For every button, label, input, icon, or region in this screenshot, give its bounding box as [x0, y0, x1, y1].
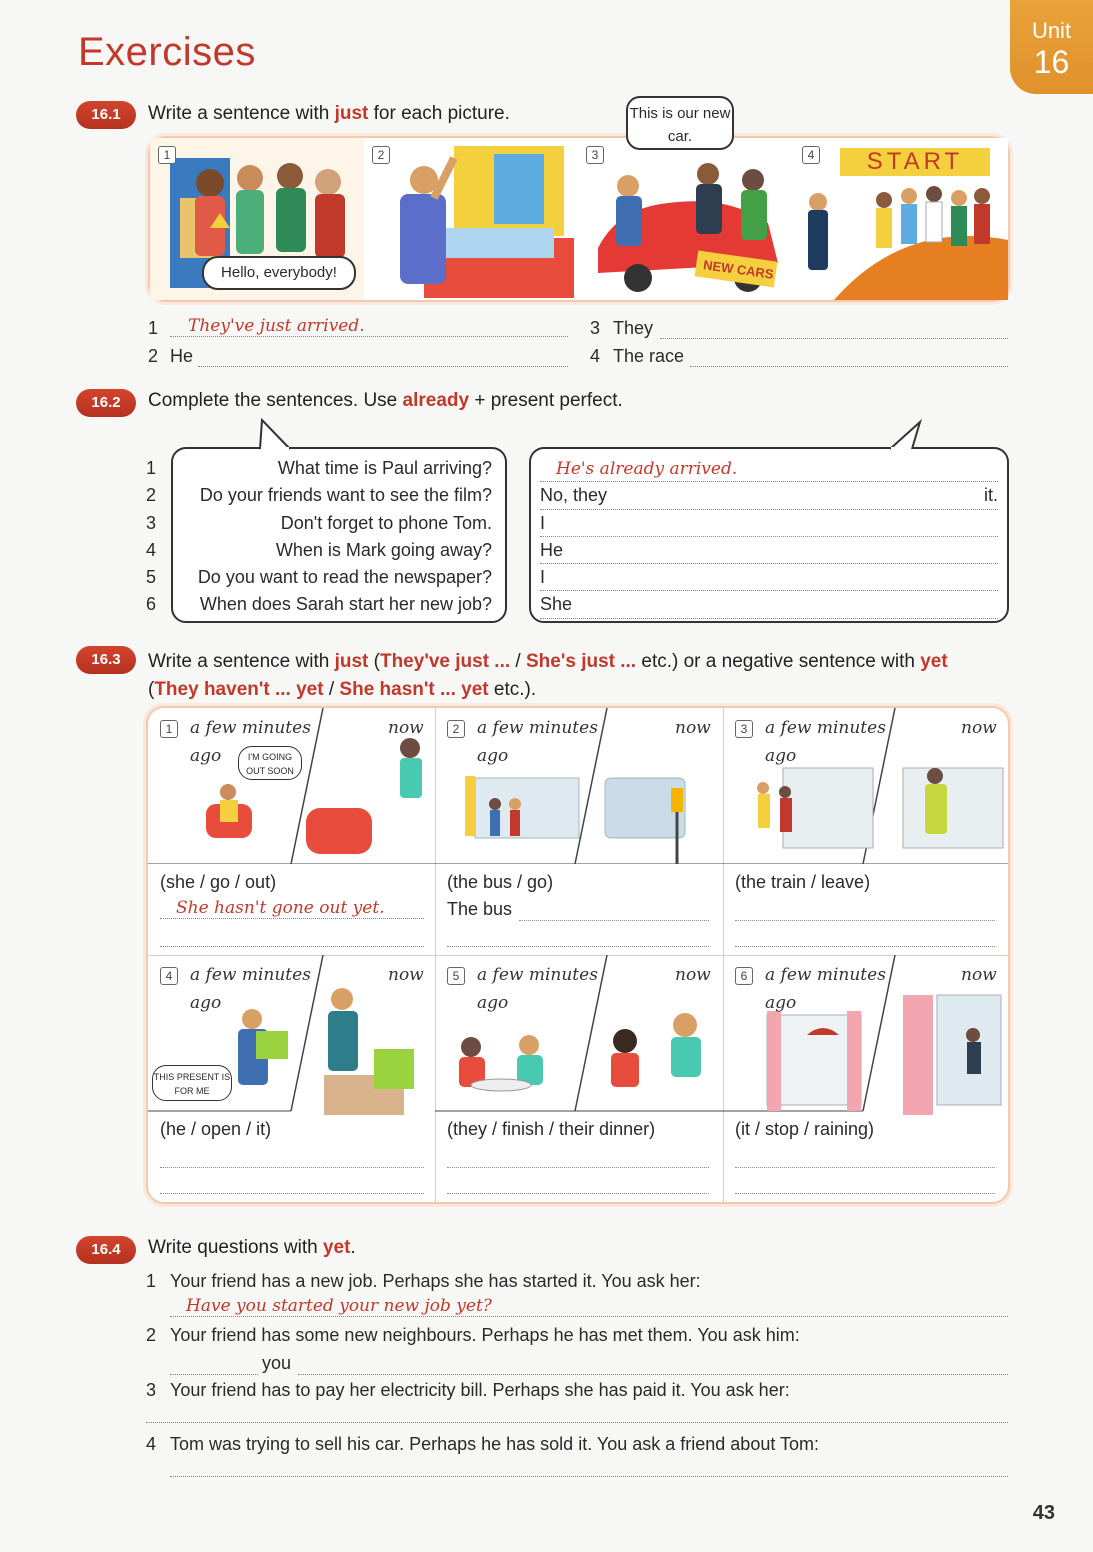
question-prompt: Your friend has to pay her electricity bill. Perhaps she has paid it. You ask her:	[170, 1380, 790, 1400]
keyword-already: already	[402, 390, 470, 411]
answer-line[interactable]	[540, 455, 998, 482]
sample-answer: They've just arrived.	[188, 316, 365, 336]
answer-line[interactable]	[540, 482, 998, 509]
exercise-cell-4	[148, 955, 436, 1202]
time-label-now: now	[388, 718, 424, 738]
keyword: They haven't ... yet	[154, 679, 324, 700]
picture-number: 3	[586, 146, 604, 164]
answer-line[interactable]	[160, 1173, 424, 1194]
unit-number: 16	[1033, 44, 1070, 80]
speech-bubble: THIS PRESENT IS FOR ME	[152, 1065, 232, 1101]
answer-line[interactable]	[735, 926, 995, 947]
time-label-ago: ago	[765, 993, 797, 1013]
time-label-now: now	[675, 965, 711, 985]
instruction-text: Write a sentence with	[148, 103, 335, 124]
item-number: 1	[146, 1271, 157, 1291]
time-label-now: now	[675, 718, 711, 738]
item-number: 2	[146, 485, 157, 506]
question-text: When is Mark going away?	[275, 539, 492, 560]
exercise-cell-3	[723, 708, 1008, 956]
item-number: 3	[590, 318, 601, 338]
answer-line[interactable]	[447, 1147, 709, 1168]
answer-line[interactable]	[170, 1354, 258, 1375]
item-number: 4	[146, 539, 157, 560]
answer-line[interactable]	[160, 926, 424, 947]
exercise-cell-1	[148, 708, 436, 956]
instruction-text: + present perfect.	[469, 390, 623, 411]
exercise-number-16-2: 16.2	[76, 389, 136, 417]
answer-line[interactable]	[540, 564, 998, 591]
answer-line-1[interactable]	[170, 316, 568, 337]
answer-prefix: No, they	[540, 485, 608, 506]
instruction-text: /	[323, 679, 340, 700]
cue-text: (it / stop / raining)	[735, 1119, 875, 1139]
bedroom-illustration	[364, 138, 578, 300]
keyword: They've just ...	[379, 651, 511, 672]
time-label-ago: a few minutes	[190, 718, 311, 738]
time-label-ago: ago	[190, 746, 222, 766]
time-label-ago: a few minutes	[477, 718, 598, 738]
answer-line[interactable]	[160, 898, 424, 919]
answer-line[interactable]	[146, 1402, 1008, 1423]
item-number: 1	[146, 458, 157, 478]
answer-line[interactable]	[170, 1456, 1008, 1477]
answer-line[interactable]	[519, 900, 709, 921]
answer-list-16-2	[540, 455, 998, 619]
question-text: Don't forget to phone Tom.	[280, 512, 492, 533]
cue-text: (the train / leave)	[735, 872, 871, 892]
time-label-ago: a few minutes	[765, 718, 886, 738]
answer-prefix: She	[540, 594, 573, 615]
answer-line[interactable]	[540, 537, 998, 564]
exercise-16-3-instruction	[148, 648, 998, 704]
time-label-now: now	[961, 965, 997, 985]
time-label-ago: a few minutes	[477, 965, 598, 985]
item-prefix: They	[613, 318, 654, 338]
keyword: She's just ...	[525, 651, 637, 672]
answer-prefix: He	[540, 539, 564, 560]
question-row	[146, 591, 496, 618]
time-label-ago: ago	[477, 993, 509, 1013]
cue-text: (she / go / out)	[160, 872, 277, 892]
instruction-text: /	[510, 651, 526, 672]
speech-bubble-hello: Hello, everybody!	[202, 256, 356, 290]
picture-4	[794, 138, 1008, 300]
sample-answer: He's already arrived.	[556, 459, 738, 479]
time-label-ago: a few minutes	[190, 965, 311, 985]
answer-line[interactable]	[160, 1147, 424, 1168]
picture-3	[578, 138, 795, 300]
answer-line-3[interactable]	[660, 318, 1008, 339]
item-prefix: He	[170, 346, 194, 366]
answer-prefix: The bus	[447, 899, 513, 919]
question-prompt: Your friend has a new job. Perhaps she has started it. You ask her:	[170, 1271, 701, 1291]
question-row	[146, 482, 496, 509]
instruction-text: for each picture.	[368, 103, 510, 124]
picture-number: 4	[160, 967, 178, 985]
question-row	[146, 510, 496, 537]
picture-number: 1	[158, 146, 176, 164]
exercise-16-4-instruction	[148, 1237, 356, 1259]
picture-number: 2	[447, 720, 465, 738]
picture-number: 6	[735, 967, 753, 985]
picture-number: 4	[802, 146, 820, 164]
new-cars-sign: NEW CARS	[702, 257, 775, 282]
exercise-cell-6	[723, 955, 1008, 1202]
answer-prefix: you	[262, 1353, 292, 1373]
start-sign: START	[840, 148, 990, 176]
picture-number: 2	[372, 146, 390, 164]
question-list	[146, 455, 496, 619]
picture-grid-16-3	[146, 706, 1010, 1204]
cue-text: (they / finish / their dinner)	[447, 1119, 656, 1139]
picture-2	[364, 138, 579, 300]
keyword-yet: yet	[322, 1237, 351, 1258]
item-prefix: The race	[613, 346, 685, 366]
instruction-text: etc.) or a negative sentence with	[636, 651, 921, 672]
item-number: 4	[590, 346, 601, 366]
exercise-number-16-1: 16.1	[76, 101, 136, 129]
item-number: 4	[146, 1434, 157, 1454]
instruction-text: Complete the sentences. Use	[148, 390, 403, 411]
page-number: 43	[1032, 1502, 1055, 1524]
answer-line-2[interactable]	[198, 346, 568, 367]
answer-line[interactable]	[298, 1354, 1008, 1375]
exercise-cell-5	[435, 955, 724, 1202]
sample-answer: She hasn't gone out yet.	[176, 898, 385, 918]
instruction-text: (	[368, 651, 380, 672]
page-title: Exercises	[78, 30, 256, 74]
answer-line[interactable]	[735, 1173, 995, 1194]
speech-bubble: I'M GOING OUT SOON	[238, 746, 302, 780]
item-number: 2	[146, 1325, 157, 1345]
time-label-ago: ago	[190, 993, 222, 1013]
answer-prefix: I	[540, 567, 546, 588]
question-text: Do your friends want to see the film?	[199, 485, 492, 506]
keyword: just	[334, 651, 369, 672]
question-text: What time is Paul arriving?	[277, 458, 492, 478]
item-number: 2	[148, 346, 159, 366]
unit-label: Unit	[1031, 18, 1072, 43]
exercise-number-16-4: 16.4	[76, 1236, 136, 1264]
answer-line[interactable]	[447, 1173, 709, 1194]
item-number: 3	[146, 1380, 157, 1400]
time-label-now: now	[388, 965, 424, 985]
time-label-ago: ago	[765, 746, 797, 766]
picture-1	[150, 138, 365, 300]
exercise-16-1-instruction	[148, 103, 510, 125]
time-label-ago: ago	[477, 746, 509, 766]
keyword-just: just	[334, 103, 369, 124]
instruction-text: .	[350, 1237, 356, 1258]
answer-prefix: I	[540, 512, 546, 533]
item-number: 1	[148, 318, 159, 338]
answer-line[interactable]	[540, 591, 998, 618]
exercise-16-2-instruction	[148, 390, 623, 412]
answer-suffix: it.	[983, 485, 998, 506]
instruction-text: Write a sentence with	[148, 651, 335, 672]
speech-bubble-new-car: This is our new car.	[626, 96, 734, 150]
question-row	[146, 537, 496, 564]
answer-line[interactable]	[540, 510, 998, 537]
item-number: 3	[146, 512, 157, 533]
question-row	[146, 455, 496, 482]
instruction-text: etc.).	[488, 679, 537, 700]
answer-line[interactable]	[170, 1296, 1008, 1317]
picture-number: 3	[735, 720, 753, 738]
picture-number: 1	[160, 720, 178, 738]
picture-number: 5	[447, 967, 465, 985]
instruction-text: (	[148, 679, 155, 700]
answer-line[interactable]	[735, 900, 995, 921]
question-row	[146, 564, 496, 591]
cue-text: (the bus / go)	[447, 872, 554, 892]
time-label-now: now	[961, 718, 997, 738]
picture-panel-16-1	[148, 136, 1010, 302]
exercise-number-16-3: 16.3	[76, 646, 136, 674]
question-text: Do you want to read the newspaper?	[197, 567, 492, 588]
instruction-text: Write questions with	[148, 1237, 323, 1258]
item-number: 5	[146, 567, 157, 588]
question-prompt: Your friend has some new neighbours. Perhaps he has met them. You ask him:	[170, 1325, 800, 1345]
time-label-ago: a few minutes	[765, 965, 886, 985]
exercise-cell-2	[435, 708, 724, 956]
answer-line[interactable]	[447, 926, 709, 947]
keyword: yet	[920, 651, 948, 672]
sample-answer: Have you started your new job yet?	[186, 1296, 492, 1316]
keyword: She hasn't ... yet	[339, 679, 489, 700]
unit-tab	[1010, 0, 1093, 94]
cue-text: (he / open / it)	[160, 1119, 272, 1139]
question-prompt: Tom was trying to sell his car. Perhaps he has sold it. You ask a friend about Tom:	[170, 1434, 820, 1454]
question-text: When does Sarah start her new job?	[199, 594, 492, 615]
answer-line[interactable]	[735, 1147, 995, 1168]
answer-line-4[interactable]	[690, 346, 1008, 367]
item-number: 6	[146, 594, 157, 615]
